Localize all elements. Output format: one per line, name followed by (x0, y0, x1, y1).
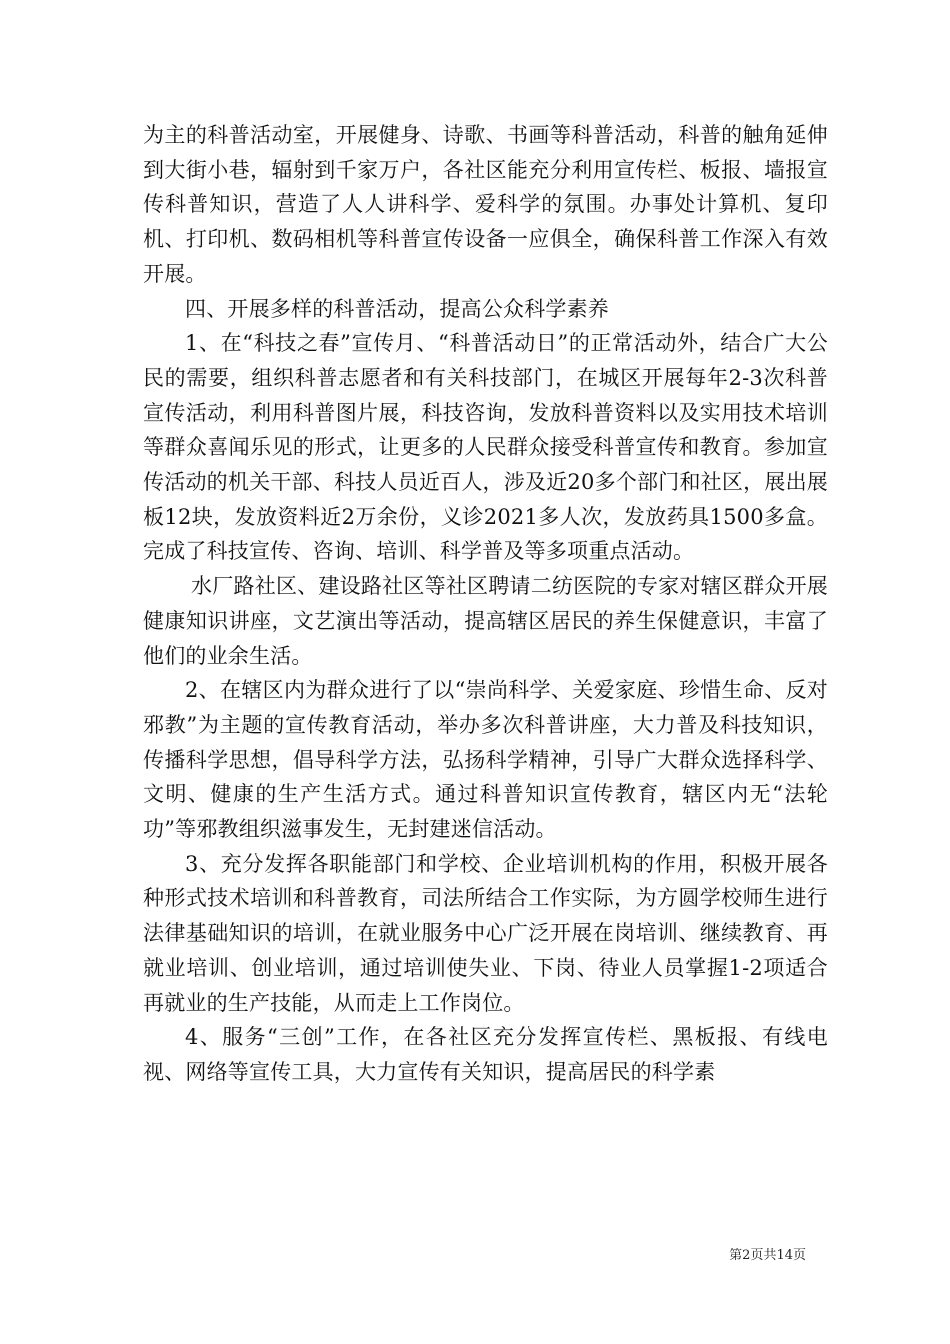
paragraph-item-1: 1、在“科技之春”宣传月、“科普活动日”的正常活动外，结合广大公民的需要，组织科普志愿者和有关科技部门，在城区开展每年2-3次科普宣传活动，利用科普图片展，科技咨询，发放科普资料以及实用技术培训等群众喜闻乐见的形式，让更多的人民群众接受科普宣传和教育。参加宣传活动的机关干部、科技人员近百人，涉及近20多个部门和社区，展出展板12块，发放资料近2万余份，义诊2021多人次，发放药具1500多盒。完成了科技宣传、咨询、培训、科学普及等多项重点活动。 (143, 331, 828, 564)
paragraph-community-health: 水厂路社区、建设路社区等社区聘请二纺医院的专家对辖区群众开展健康知识讲座，文艺演出等活动，提高辖区居民的养生保健意识，丰富了他们的业余生活。 (143, 574, 828, 668)
page-number: 第2页共14页 (729, 1248, 806, 1263)
paragraph-item-4: 4、服务“三创”工作，在各社区充分发挥宣传栏、黑板报、有线电视、网络等宣传工具，大力宣传有关知识，提高居民的科学素 (143, 1025, 828, 1084)
paragraph-item-3: 3、充分发挥各职能部门和学校、企业培训机构的作用，积极开展各种形式技术培训和科普教育，司法所结合工作实际，为方圆学校师生进行法律基础知识的培训，在就业服务中心广泛开展在岗培训、继续教育、再就业培训、创业培训，通过培训使失业、下岗、待业人员掌握1-2项适合再就业的生产技能，从而走上工作岗位。 (143, 851, 828, 1015)
paragraph-continuation: 为主的科普活动室，开展健身、诗歌、书画等科普活动，科普的触角延伸到大街小巷，辐射到千家万户，各社区能充分利用宣传栏、板报、墙报宣传科普知识，营造了人人讲科学、爱科学的氛围。办事处计算机、复印机、打印机、数码相机等科普宣传设备一应俱全，确保科普工作深入有效开展。 (143, 123, 828, 286)
document-body (143, 118, 828, 1090)
paragraph-item-2: 2、在辖区内为群众进行了以“崇尚科学、关爱家庭、珍惜生命、反对邪教”为主题的宣传教育活动，举办多次科普讲座，大力普及科技知识，传播科学思想，倡导科学方法，弘扬科学精神，引导广大群众选择科学、文明、健康的生产生活方式。通过科普知识宣传教育，辖区内无“法轮功”等邪教组织滋事发生，无封建迷信活动。 (143, 678, 828, 842)
section-heading: 四、开展多样的科普活动，提高公众科学素养 (185, 296, 609, 321)
